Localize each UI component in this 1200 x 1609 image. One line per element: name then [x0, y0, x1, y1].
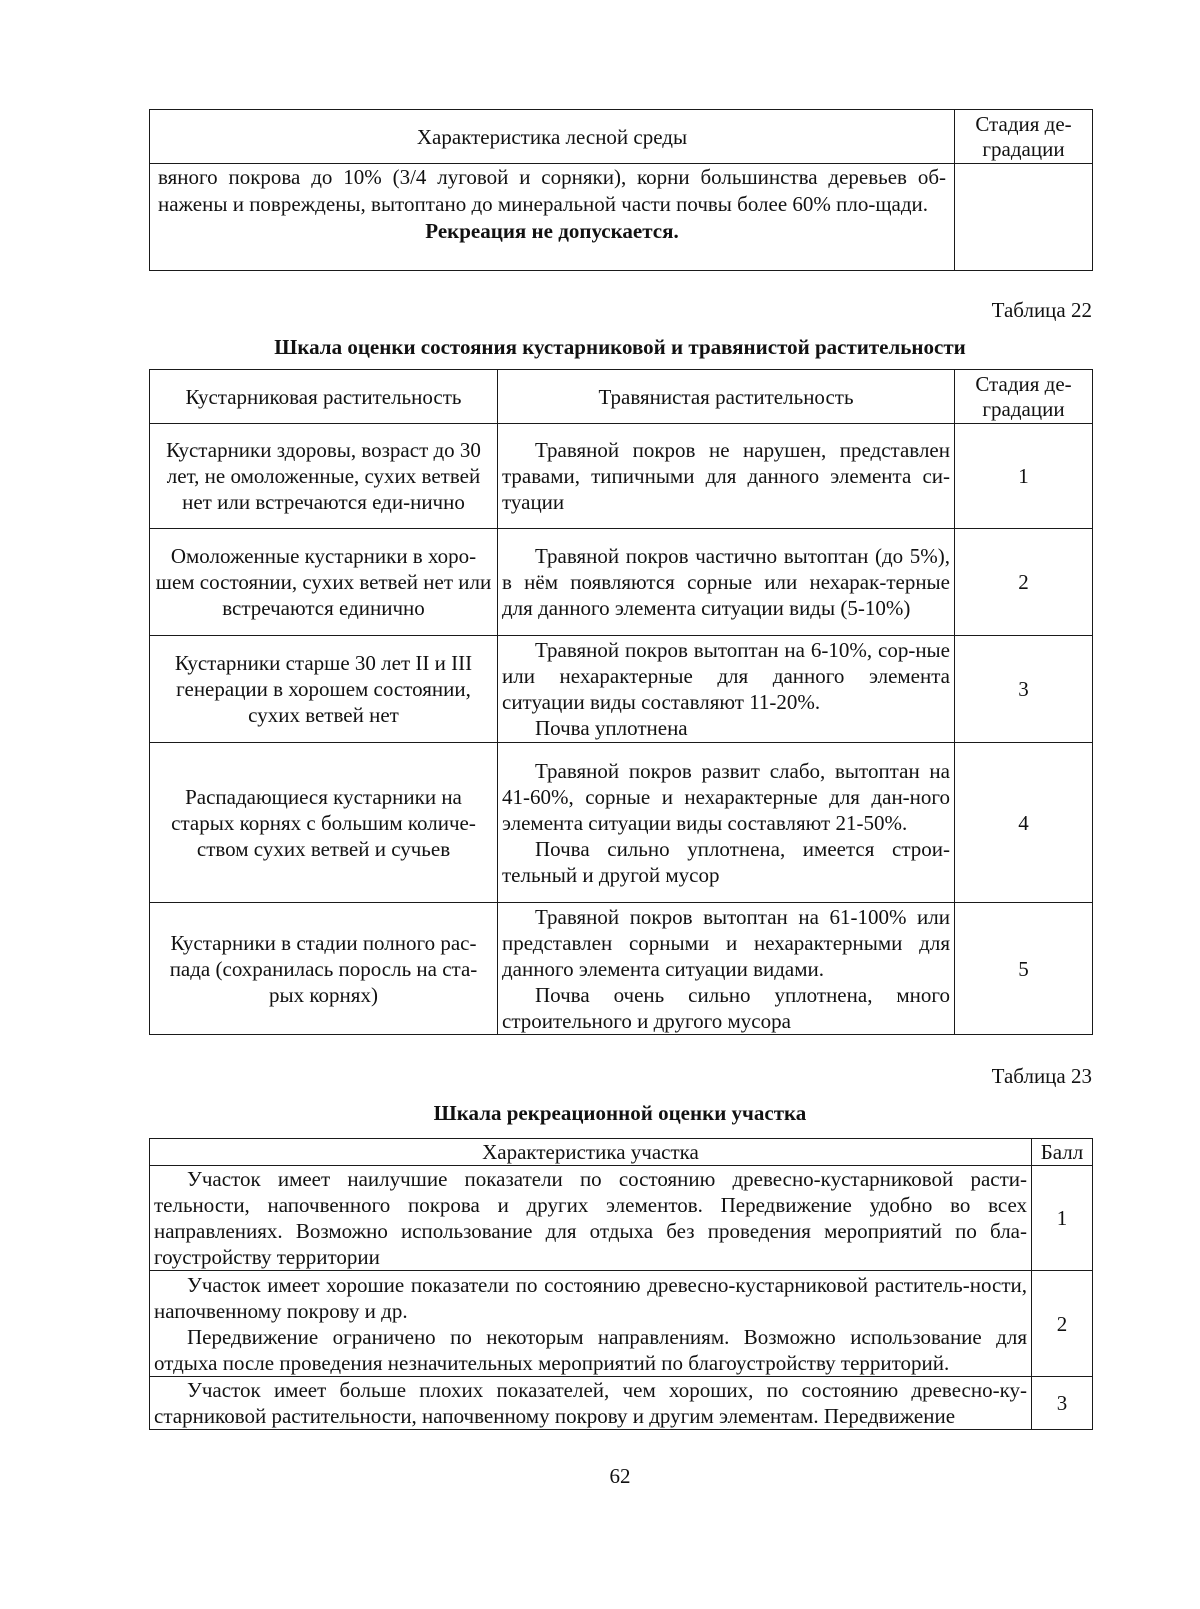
shrub-cell: Кустарники старше 30 лет II и III генерации в хорошем состоянии, сухих ветвей нет: [150, 636, 498, 743]
grass-text: Травяной покров развит слабо, вытоптан на 41-60%, сорные и нехарактерные для дан-ного элемента ситуации виды составляют 21-50%.: [502, 758, 950, 835]
site-text: Участок имеет больше плохих показателей, чем хороших, по состоянию древесно-ку-старниковой растительности, напочвенному покрову и другим элементам. Передвижение: [154, 1378, 1027, 1428]
recreation-note: Рекреация не допускается.: [425, 219, 679, 243]
grass-cell: [498, 743, 955, 903]
grass-text: Почва уплотнена: [535, 716, 688, 740]
grass-text: Травяной покров вытоптан на 6-10%, сор-ные или нехарактерные для данного элемента ситуации виды составляют 11-20%.: [502, 638, 950, 714]
table-row: [150, 1166, 1093, 1271]
grass-cell: [498, 903, 955, 1035]
stage-cell: 2: [955, 529, 1093, 636]
shrub-cell: Кустарники здоровы, возраст до 30 лет, не омоложенные, сухих ветвей нет или встречаются еди-нично: [150, 424, 498, 529]
table-row: [150, 636, 1093, 743]
site-text: Передвижение ограничено по некоторым направлениям. Возможно использование для отдыха после проведения незначительных мероприятий по благоустройству территорий.: [154, 1324, 1027, 1375]
stage-cell: 1: [955, 424, 1093, 529]
score-cell: 2: [1032, 1271, 1093, 1377]
forest-row-cell: [150, 164, 955, 271]
header-forest-characteristic: Характеристика лесной среды: [150, 110, 955, 164]
shrub-cell: Распадающиеся кустарники на старых корнях с большим количе-ством сухих ветвей и сучьев: [150, 743, 498, 903]
site-text: Участок имеет хорошие показатели по состоянию древесно-кустарниковой раститель-ности, напочвенному покрову и др.: [154, 1272, 1027, 1323]
table-23: [149, 1138, 1093, 1430]
grass-text: Травяной покров вытоптан на 61-100% или представлен сорными и нехарактерными для данного элемента ситуации видами.: [502, 904, 950, 981]
grass-text: Травяной покров частично вытоптан (до 5%), в нём появляются сорные или нехарак-терные для данного элемента ситуации виды (5-10%): [502, 544, 950, 620]
table22-label: Таблица 22: [991, 298, 1092, 322]
grass-cell: [498, 636, 955, 743]
table-row: [150, 743, 1093, 903]
stage-cell: 3: [955, 636, 1093, 743]
site-cell: [150, 1377, 1032, 1430]
table-row: [150, 1377, 1093, 1430]
score-cell: 1: [1032, 1166, 1093, 1271]
grass-text: Почва сильно уплотнена, имеется строи-тельный и другой мусор: [502, 836, 950, 887]
header-degradation-stage: Стадия де- градации: [955, 110, 1093, 164]
table-22: [149, 369, 1093, 1035]
table-row: [150, 529, 1093, 636]
grass-cell: [498, 529, 955, 636]
site-cell: [150, 1271, 1032, 1377]
header-shrub: Кустарниковая растительность: [150, 370, 498, 424]
grass-text: Почва очень сильно уплотнена, много строительного и другого мусора: [502, 982, 950, 1033]
site-cell: [150, 1166, 1032, 1271]
shrub-cell: Омоложенные кустарники в хоро-шем состоянии, сухих ветвей нет или встречаются единично: [150, 529, 498, 636]
grass-text: Травяной покров не нарушен, представлен травами, типичными для данного элемента си-туации: [502, 438, 950, 514]
header-site-characteristic: Характеристика участка: [150, 1139, 1032, 1166]
site-text: Участок имеет наилучшие показатели по состоянию древесно-кустарниковой расти-тельности, напочвенного покрова и других элементов. Передвижение удобно во всех направлениях. Возможно использование для отдыха без проведения мероприятий по бла-гоустройству территории: [154, 1167, 1027, 1269]
table-row: [150, 1271, 1093, 1377]
table22-title: Шкала оценки состояния кустарниковой и травянистой растительности: [274, 335, 966, 359]
forest-row-text: вяного покрова до 10% (3/4 луговой и сорняки), корни большинства деревьев об-нажены и повреждены, вытоптано до минеральной части почвы более 60% пло-щади.: [158, 165, 946, 216]
header-grass: Травянистая растительность: [498, 370, 955, 424]
stage-cell: 4: [955, 743, 1093, 903]
page-number: 62: [609, 1464, 631, 1488]
table23-title: Шкала рекреационной оценки участка: [433, 1101, 807, 1125]
stage-cell: 5: [955, 903, 1093, 1035]
header-stage: Стадия де- градации: [955, 370, 1093, 424]
table23-label: Таблица 23: [991, 1064, 1092, 1088]
header-score: Балл: [1032, 1139, 1093, 1166]
shrub-cell: Кустарники в стадии полного рас-пада (сохранилась поросль на ста-рых корнях): [150, 903, 498, 1035]
table-row: [150, 424, 1093, 529]
table-row: [150, 903, 1093, 1035]
table-continued: [149, 109, 1093, 271]
forest-row-stage: [955, 164, 1093, 271]
score-cell: 3: [1032, 1377, 1093, 1430]
grass-cell: [498, 424, 955, 529]
